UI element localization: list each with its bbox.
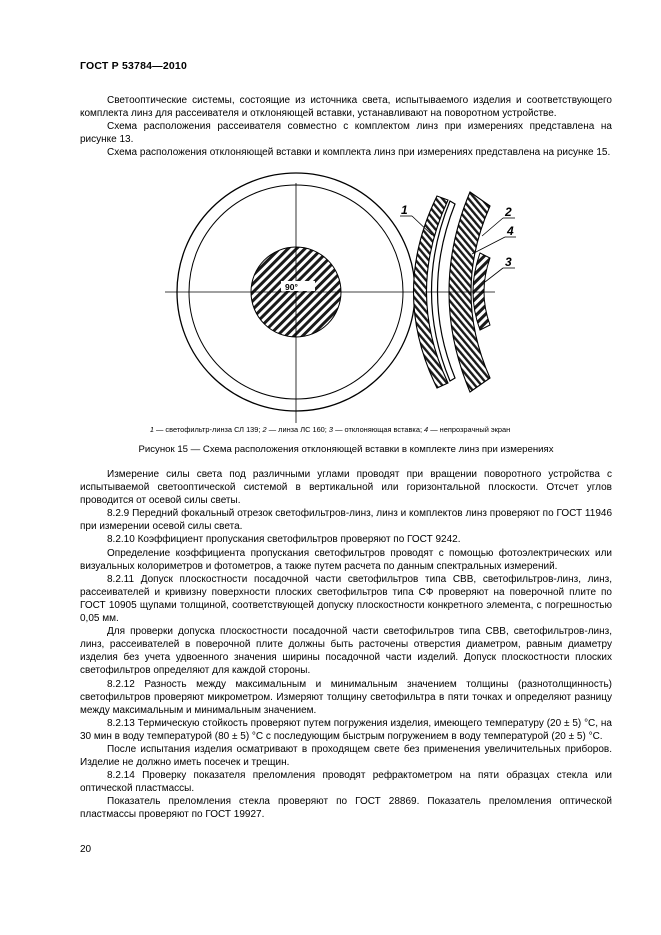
paragraph: 8.2.13 Термическую стойкость проверяют путем погружения изделия, имеющего температуру (20 ± 5) °С, на 30 мин в воду температурой (80 ± 5) °С с последующим быстрым погружением в воду температурой (20 ± 5) °С.: [80, 717, 612, 742]
paragraph: Для проверки допуска плоскостности посадочной части светофильтров типа СВВ, светофильтров-линз, линз, рассеивателей в поверочной плите должны быть расточены отверстия диаметром, равным диаметру изделия без учета удвоенного значения ширины посадочной части изделий. Допуск плоскостности плоских светофильтров определяют для каждой стороны.: [80, 626, 612, 677]
paragraph: Схема расположения рассеивателя совместно с комплектом линз при измерениях представлена на рисунке 13.: [80, 121, 612, 146]
callout-2: 2: [505, 205, 512, 219]
paragraph: Светооптические системы, состоящие из источника света, испытываемого изделия и соответствующего комплекта линз для рассеивателя и отклоняющей вставки, устанавливают на поворотном устройстве.: [80, 95, 612, 120]
lens-side-view: [414, 192, 496, 392]
paragraph: Схема расположения отклоняющей вставки и комплекта линз при измерениях представлена на рисунке 15.: [107, 147, 611, 159]
callout-4: 4: [507, 224, 514, 238]
body-text: [80, 468, 612, 822]
paragraph: 8.2.11 Допуск плоскостности посадочной части светофильтров типа СВВ, светофильтров-линз, линз, рассеивателей и кривизну поверхности плоских светофильтров типа СФ проверяют на поверочной плите по ГОСТ 10905 щупами толщиной, соответствующей допуску плоскостности конкретного элемента, с погрешностью 0,05 мм.: [80, 573, 612, 625]
callout-3: 3: [505, 255, 512, 269]
paragraph: 8.2.10 Коэффициент пропускания светофильтров проверяют по ГОСТ 9242.: [107, 534, 461, 546]
deflecting-insert-side: [473, 253, 490, 330]
paragraph: После испытания изделия осматривают в проходящем свете без применения увеличительных приборов. Изделие не должно иметь посечек и трещин.: [80, 743, 612, 769]
paragraph: Определение коэффициента пропускания светофильтров проводят с помощью фотоэлектрических или визуальных колориметров и фотометров, а также путем расчета по данным спектральных измерений.: [80, 547, 612, 572]
figure-legend: 1 — светофильтр-линза СЛ 139; 2 — линза ЛС 160; 3 — отклоняющая вставка; 4 — непрозрачный экран: [149, 425, 511, 434]
paragraph: Показатель преломления стекла проверяют по ГОСТ 28869. Показатель преломления оптической пластмассы проверяют по ГОСТ 19927.: [80, 796, 612, 821]
lens-front-view: [165, 173, 425, 423]
paragraph: 8.2.9 Передний фокальный отрезок светофильтров-линз, линз и комплектов линз проверяют по ГОСТ 11946 при измерении осевой силы света.: [80, 508, 612, 533]
paragraph: 8.2.14 Проверку показателя преломления проводят рефрактометром на пяти образцах стекла или оптической пластмассы.: [80, 770, 612, 795]
document-header: ГОСТ Р 53784—2010: [80, 60, 188, 72]
paragraph: 8.2.12 Разность между максимальным и минимальным значением толщины (разнотолщинность) светофильтров проверяют микрометром. Измеряют толщину светофильтра в пяти точках и определяют разницу между максимальным и минимальным значением.: [80, 678, 612, 716]
figure-caption: Рисунок 15 — Схема расположения отклоняющей вставки в комплекте линз при измерениях: [138, 444, 554, 455]
page-number: 20: [80, 844, 92, 855]
paragraph: Измерение силы света под различными углами проводят при вращении поворотного устройства с испытываемой светооптической системой в вертикальной или горизонтальной плоскости. Отсчет углов проводится от осевой силы светы.: [80, 469, 612, 507]
callout-1: 1: [401, 203, 408, 217]
angle-label: 90°: [285, 282, 298, 292]
